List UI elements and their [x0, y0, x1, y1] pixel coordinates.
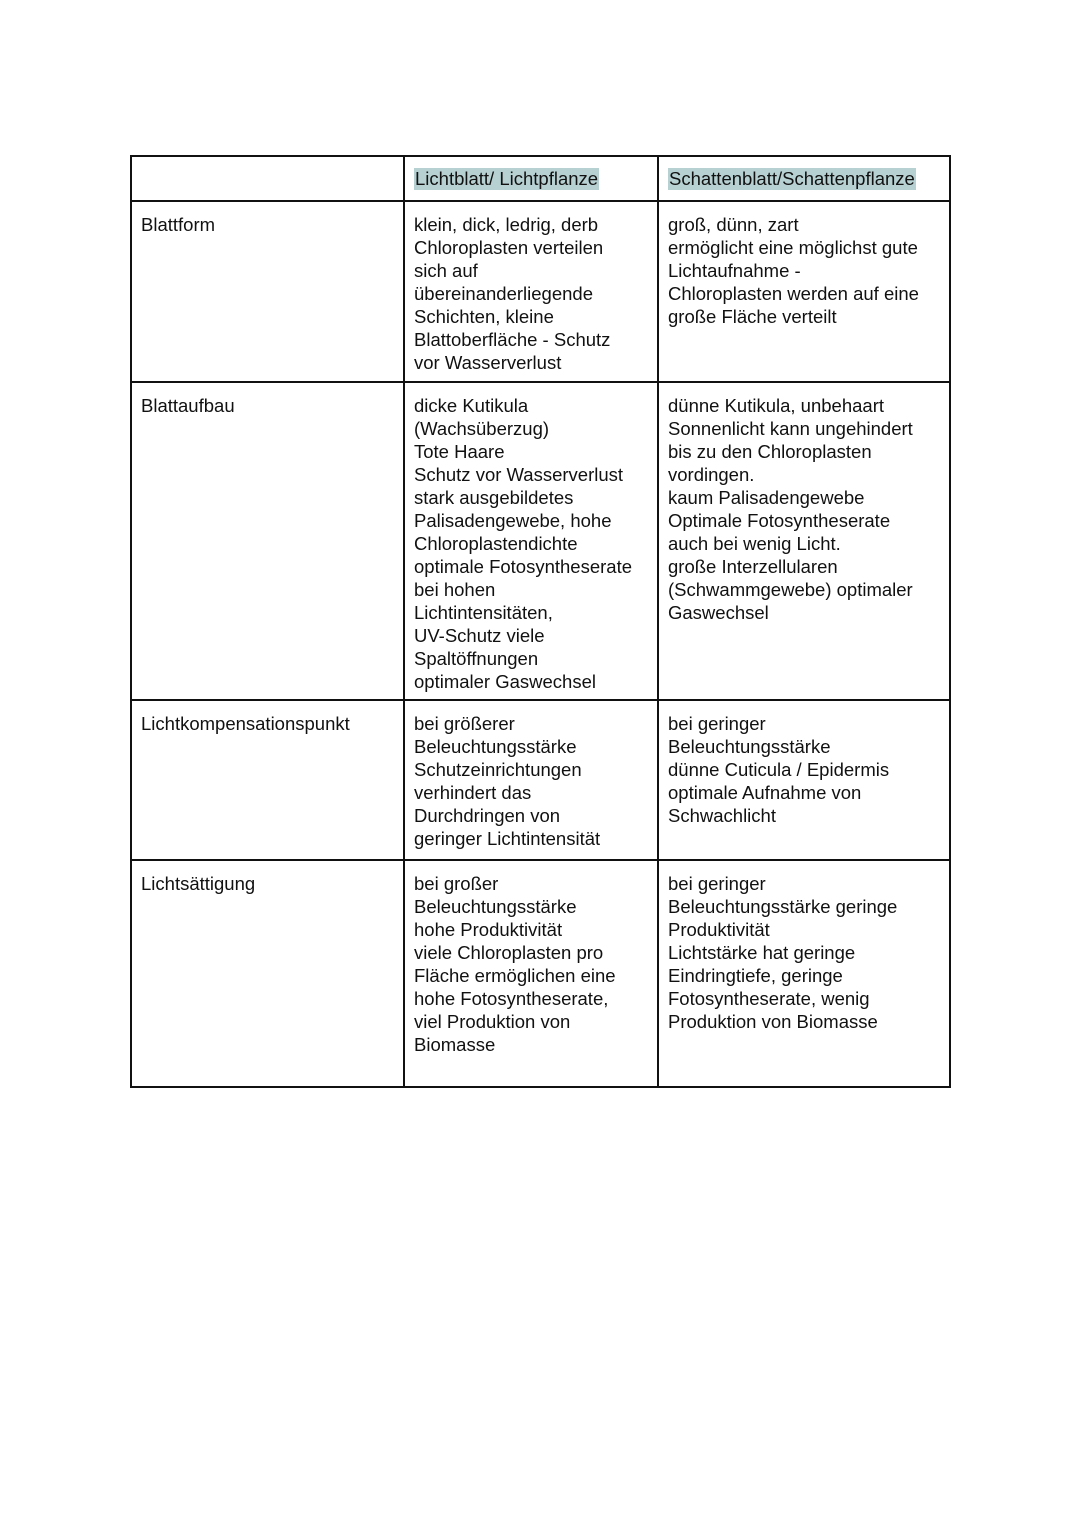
- header-shade-label: Schattenblatt/Schattenpflanze: [669, 168, 915, 189]
- row-light-cell: klein, dick, ledrig, derb Chloroplasten verteilen sich auf übereinanderliegende Schichten, kleine Blattoberfläche - Schutz vor Wasserverlust: [404, 201, 658, 382]
- header-cell-empty: [131, 156, 404, 201]
- row-light-cell: dicke Kutikula (Wachsüberzug) Tote Haare Schutz vor Wasserverlust stark ausgebildetes Palisadengewebe, hohe Chloroplastendichte optimale Fotosyntheserate bei hohen Lichtintensitäten, UV-Schutz viele Spaltöffnungen optimaler Gaswechsel: [404, 382, 658, 700]
- table-row: [131, 201, 950, 382]
- row-light-cell: bei größerer Beleuchtungsstärke Schutzeinrichtungen verhindert das Durchdringen von geringer Lichtintensität: [404, 700, 658, 860]
- table-row: [131, 382, 950, 700]
- row-shade-cell: groß, dünn, zart ermöglicht eine möglichst gute Lichtaufnahme - Chloroplasten werden auf eine große Fläche verteilt: [658, 201, 950, 382]
- row-label: Lichtkompensationspunkt: [131, 700, 404, 860]
- row-shade-cell: bei geringer Beleuchtungsstärke dünne Cuticula / Epidermis optimale Aufnahme von Schwachlicht: [658, 700, 950, 860]
- header-light-label: Lichtblatt/ Lichtpflanze: [415, 168, 599, 189]
- row-label: Blattaufbau: [131, 382, 404, 700]
- row-label: Lichtsättigung: [131, 860, 404, 1087]
- row-shade-cell: dünne Kutikula, unbehaart Sonnenlicht kann ungehindert bis zu den Chloroplasten vordingen. kaum Palisadengewebe Optimale Fotosyntheserate auch bei wenig Licht. große Interzellularen (Schwammgewebe) optimaler Gaswechsel: [658, 382, 950, 700]
- row-shade-cell: bei geringer Beleuchtungsstärke geringe Produktivität Lichtstärke hat geringe Eindringtiefe, geringe Fotosyntheserate, wenig Produktion von Biomasse: [658, 860, 950, 1087]
- row-label: Blattform: [131, 201, 404, 382]
- comparison-table: [130, 155, 951, 1088]
- table-row: [131, 860, 950, 1087]
- header-cell-light: [404, 156, 658, 201]
- header-cell-shade: [658, 156, 950, 201]
- table-row: [131, 700, 950, 860]
- row-light-cell: bei großer Beleuchtungsstärke hohe Produktivität viele Chloroplasten pro Fläche ermöglichen eine hohe Fotosyntheserate, viel Produktion von Biomasse: [404, 860, 658, 1087]
- table-header-row: [131, 156, 950, 201]
